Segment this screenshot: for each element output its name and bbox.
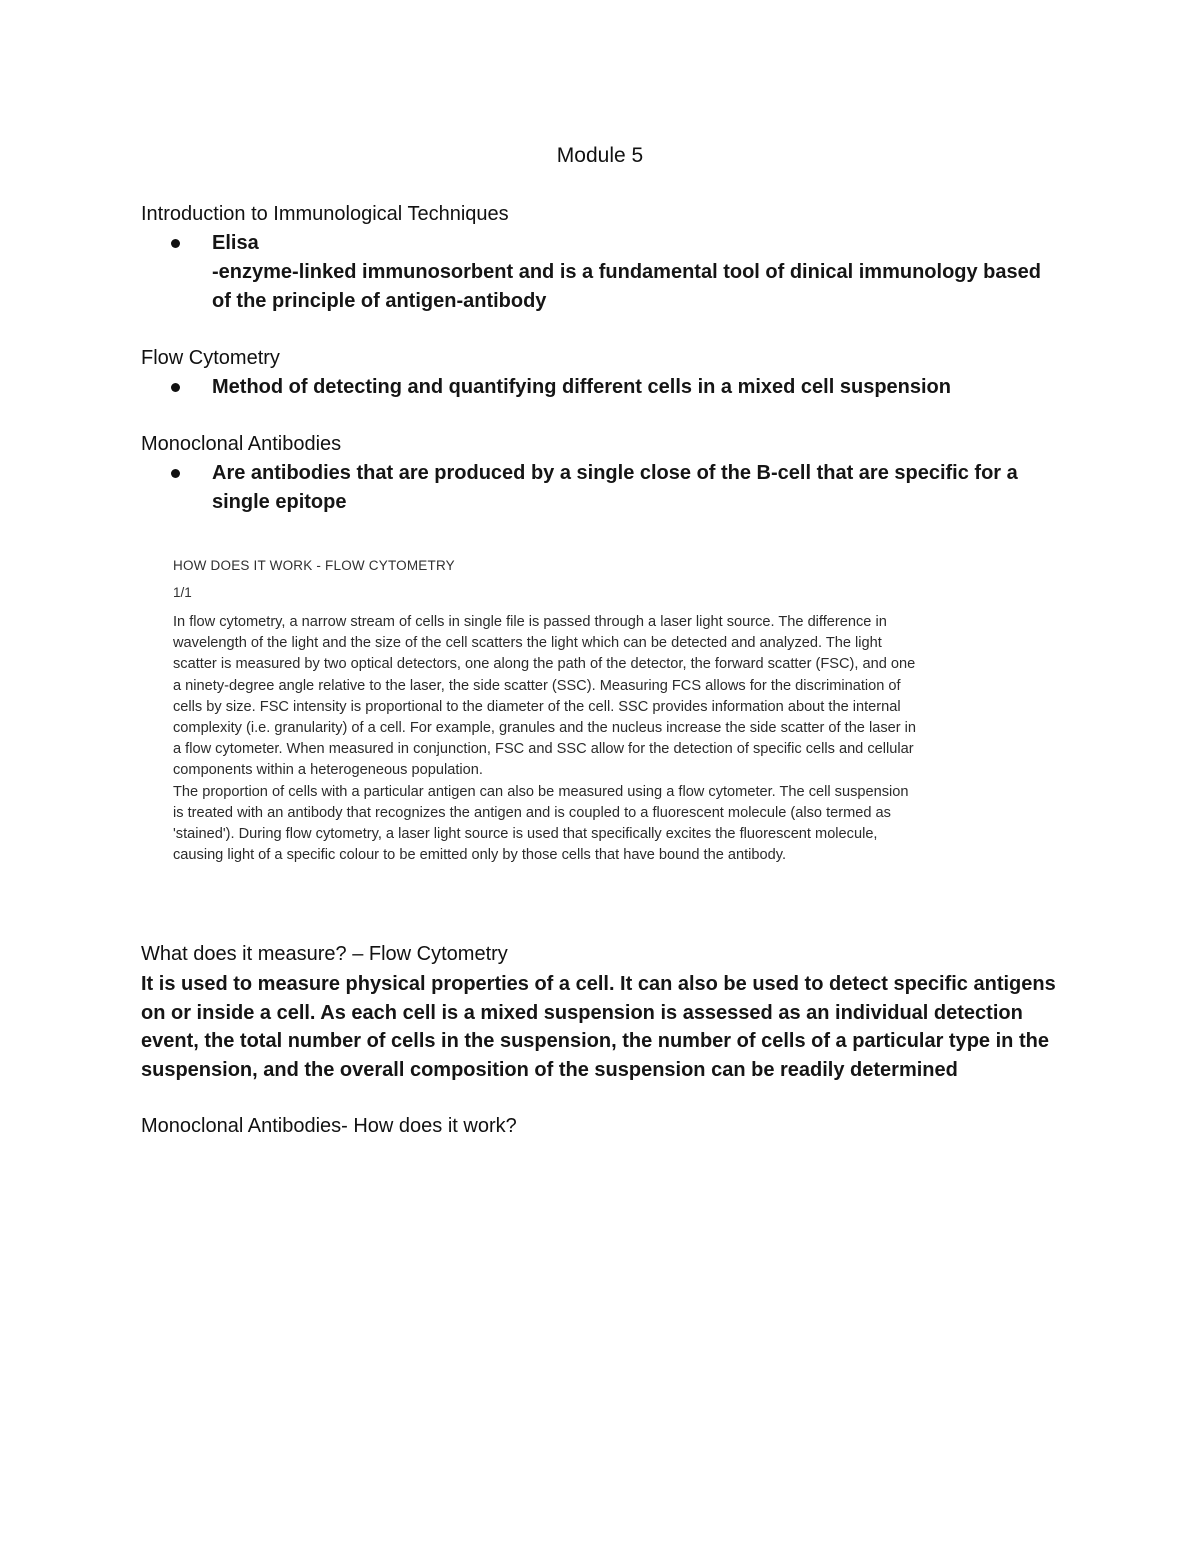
section-heading-monoclonal-antibodies: Monoclonal Antibodies (141, 433, 342, 455)
bullet-icon (171, 469, 180, 478)
bullet-text-line: Are antibodies that are produced by a single close of the B-cell that are specific for a (212, 462, 1018, 484)
bullet-item-monoclonal-antibodies (171, 459, 1071, 517)
section-body-what-does-it-measure: It is used to measure physical properties of a cell. It can also be used to detect specific antigens on or inside a cell. As each cell is a mixed suspension is assessed as an individual detection event, the total number of cells in the suspension, the number of cells of a particular type in the suspension, and the overall composition of the suspension can be readily determined (141, 973, 1056, 1081)
page-title: Module 5 (556, 144, 644, 167)
clipping-paragraph: In flow cytometry, a narrow stream of cells in single file is passed through a laser light source. The difference in wavelength of the light and the size of the cell scatters the light which can be detected and analyzed. The light scatter is measured by two optical detectors, one along the path of the detector, the forward scatter (FSC), and one a ninety-degree angle relative to the laser, the side scatter (SSC). Measuring FCS allows for the discrimination of cells by size. FSC intensity is proportional to the diameter of the cell. SSC provides information about the internal complexity (i.e. granularity) of a cell. For example, granules and the nucleus increase the side scatter of the laser in a flow cytometer. When measured in conjunction, FSC and SSC allow for the detection of specific cells and cellular components within a heterogeneous population. (173, 614, 917, 779)
section-heading-flow-cytometry: Flow Cytometry (141, 347, 280, 369)
bullet-icon (171, 383, 180, 392)
section-heading-monoclonal-how-it-works: Monoclonal Antibodies- How does it work? (141, 1115, 517, 1137)
clipping-title: HOW DOES IT WORK - FLOW CYTOMETRY (173, 558, 455, 573)
clipping-page-number: 1/1 (173, 585, 192, 600)
bullet-label: Elisa (212, 232, 259, 254)
bullet-icon (171, 239, 180, 248)
bullet-item-flow-cytometry (171, 373, 1071, 402)
section-heading-immunological-techniques: Introduction to Immunological Techniques (141, 203, 509, 225)
bullet-description-line: of the principle of antigen-antibody (212, 290, 547, 312)
embedded-clipping (173, 556, 933, 866)
bullet-item-elisa (171, 229, 1071, 316)
bullet-description-line: -enzyme-linked immunosorbent and is a fundamental tool of dinical immunology based (212, 261, 1041, 283)
clipping-paragraph: The proportion of cells with a particular antigen can also be measured using a flow cytometer. The cell suspension is treated with an antibody that recognizes the antigen and is coupled to a fluorescent molecule (also termed as 'stained'). During flow cytometry, a laser light source is used that specifically excites the fluorescent molecule, causing light of a specific colour to be emitted only by those cells that have bound the antibody. (173, 783, 909, 864)
section-heading-what-does-it-measure: What does it measure? – Flow Cytometry (141, 943, 508, 965)
bullet-text-line: single epitope (212, 491, 347, 513)
bullet-text: Method of detecting and quantifying different cells in a mixed cell suspension (212, 376, 951, 398)
